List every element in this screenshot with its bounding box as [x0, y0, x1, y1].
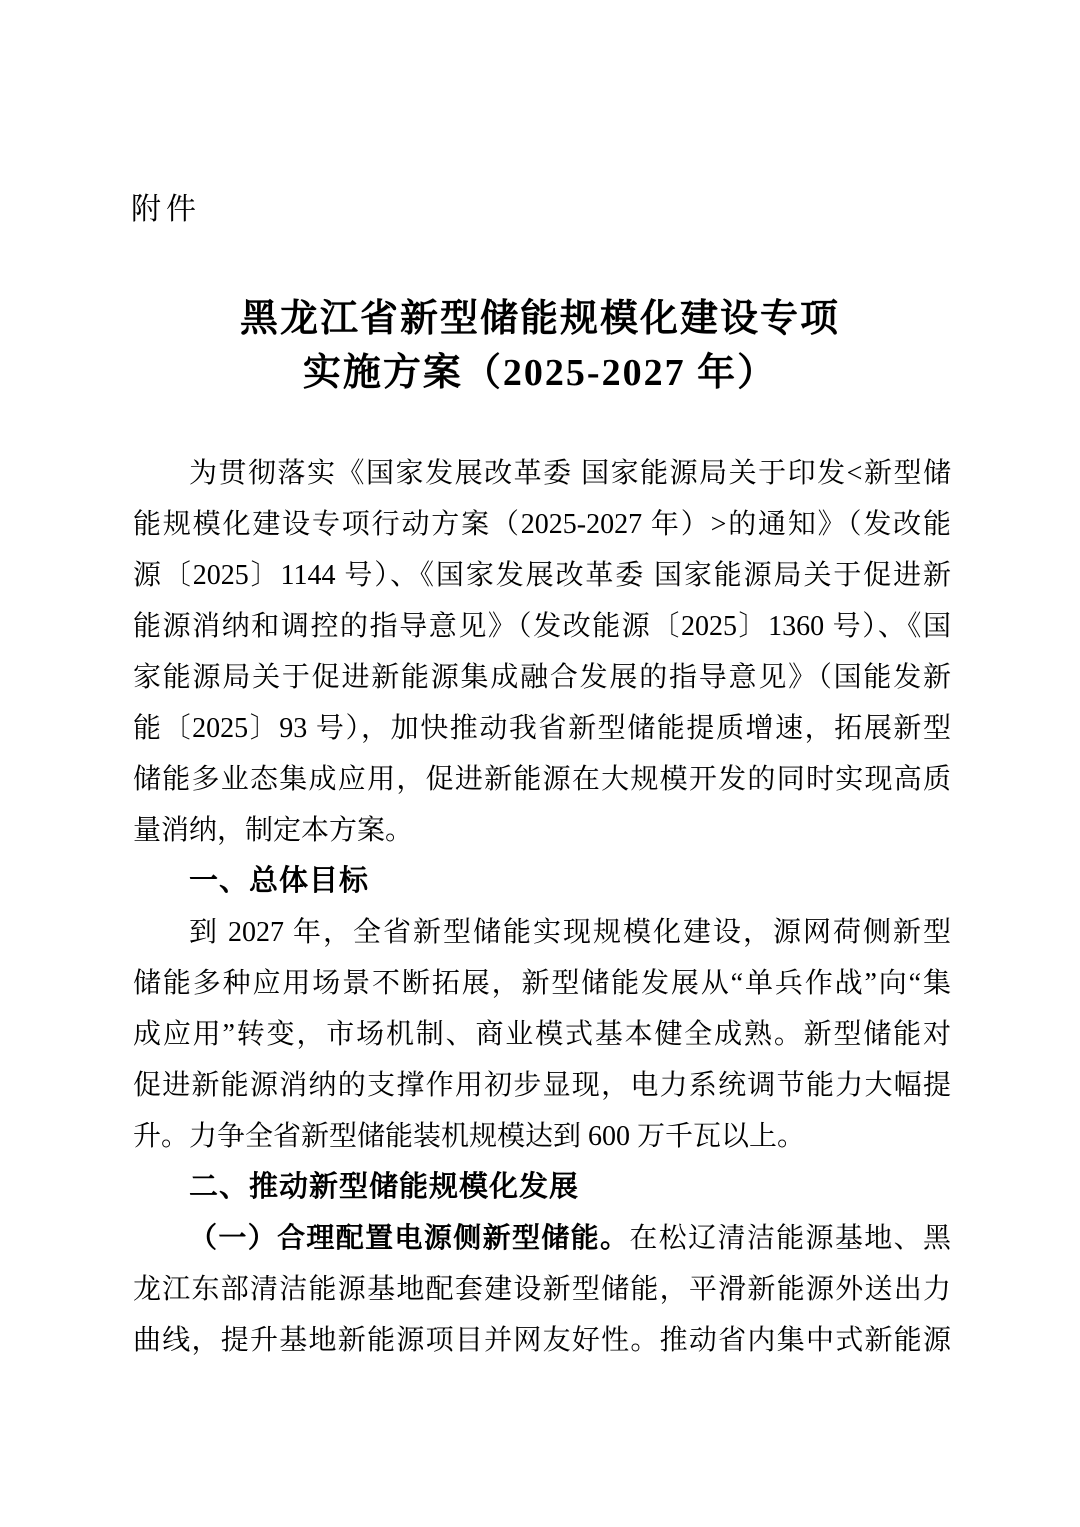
paragraph-1-line-5: 家能源局关于促进新能源集成融合发展的指导意见》（国能发新 — [133, 662, 951, 693]
document-title-line-1: 黑龙江省新型储能规模化建设专项 — [239, 298, 840, 340]
section-heading-1: 一、总体目标 — [189, 865, 370, 897]
paragraph-1-line-2: 能规模化建设专项行动方案（2025-2027 年）>的通知》（发改能 — [133, 509, 951, 540]
paragraph-1-line-1: 为贯彻落实《国家发展改革委 国家能源局关于印发<新型储 — [189, 458, 951, 489]
paragraph-1-line-6: 能〔2025〕93 号），加快推动我省新型储能提质增速，拓展新型 — [133, 713, 951, 744]
document-title-line-2: 实施方案（2025-2027 年） — [302, 352, 778, 394]
paragraph-2-line-2: 储能多种应用场景不断拓展，新型储能发展从“单兵作战”向“集 — [133, 968, 951, 999]
paragraph-1-line-7: 储能多业态集成应用，促进新能源在大规模开发的同时实现高质 — [133, 764, 951, 795]
attachment-label: 附件 — [131, 193, 201, 226]
document-body — [133, 448, 951, 1366]
paragraph-3-line-1-text: 在松辽清洁能源基地、黑 — [629, 1223, 951, 1254]
paragraph-1-line-3: 源〔2025〕1144 号）、《国家发展改革委 国家能源局关于促进新 — [133, 560, 951, 591]
paragraph-3-line-3: 曲线，提升基地新能源项目并网友好性。推动省内集中式新能源 — [133, 1325, 951, 1356]
paragraph-3-lead: （一）合理配置电源侧新型储能。 — [189, 1223, 630, 1254]
paragraph-2-line-5: 升。力争全省新型储能装机规模达到 600 万千瓦以上。 — [133, 1121, 806, 1152]
paragraph-2-line-3: 成应用”转变，市场机制、商业模式基本健全成熟。新型储能对 — [133, 1019, 951, 1050]
paragraph-2-line-4: 促进新能源消纳的支撑作用初步显现，电力系统调节能力大幅提 — [133, 1070, 951, 1101]
paragraph-2-line-1: 到 2027 年，全省新型储能实现规模化建设，源网荷侧新型 — [189, 917, 951, 948]
paragraph-1-line-8: 量消纳，制定本方案。 — [133, 815, 414, 846]
section-heading-2: 二、推动新型储能规模化发展 — [189, 1171, 580, 1203]
paragraph-3-line-1 — [133, 1213, 951, 1264]
paragraph-3-line-2: 龙江东部清洁能源基地配套建设新型储能，平滑新能源外送出力 — [133, 1274, 951, 1305]
paragraph-1-line-4: 能源消纳和调控的指导意见》（发改能源〔2025〕1360 号）、《国 — [133, 611, 951, 642]
document-title — [0, 292, 1080, 400]
